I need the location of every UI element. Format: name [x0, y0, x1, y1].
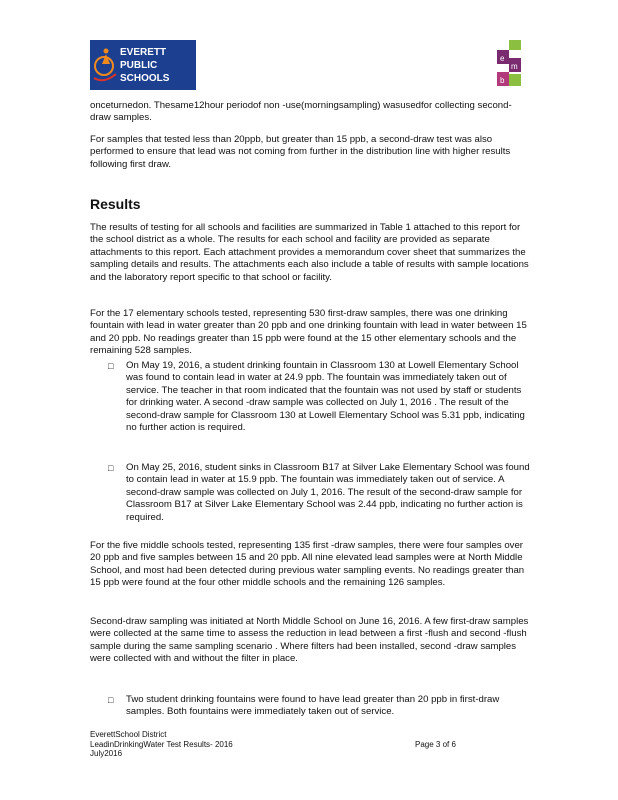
paragraph-text: Second-draw sampling was initiated at North Middle School on June 16, 2016. A few first-draw samples were collected at the same time to assess the reduction in lead between a first -flush and second -flush sample during the same sampling scenario . Where filters had been installed, second -draw samples were collected with and without the filter in place.	[90, 616, 529, 665]
paragraph-second-draw	[90, 134, 530, 171]
everett-public-schools-logo	[90, 40, 196, 90]
bullet-text: On May 19, 2016, a student drinking fountain in Classroom 130 at Lowell Elementary School was found to contain lead in water at 24.9 ppb. The fountain was immediately taken out of service. The teacher in that room indicated that the fountain was not used by staff or students for drinking water. A second -draw sample was collected on July 1, 2016 . The result of the second-draw sample for Classroom 130 at Lowell Elementary School was 5.31 ppb, indicating no further action is required.	[126, 360, 525, 434]
paragraph-middle-schools	[90, 540, 530, 590]
emb-logo	[495, 40, 525, 90]
footer-date: July2016	[90, 749, 123, 759]
paragraph-text: For samples that tested less than 20ppb, but greater than 15 ppb, a second-draw test was also performed to ensure that lead was not coming from further in the distribution line with higher results following first draw.	[90, 134, 511, 170]
section-heading-results: Results	[90, 196, 141, 212]
paragraph-results-summary	[90, 222, 530, 284]
logo-text-line1: EVERETT	[120, 47, 167, 58]
footer-district: EverettSchool District	[90, 730, 167, 739]
paragraph-text: For the five middle schools tested, representing 135 first -draw samples, there were four samples over 20 ppb and five samples between 15 and 20 ppb. All nine elevated lead samples were at North Middle School, and most had been detected during previous water sampling events. No readings greater than 15 ppb were found at the four other middle schools and the remaining 126 samples.	[90, 540, 525, 589]
logo-text-line2: PUBLIC	[120, 60, 158, 71]
paragraph-text: The results of testing for all schools and facilities are summarized in Table 1 attached to this report for the school district as a whole. The results for each school and facility are provided as separate attachments to this report. Each attachment provides a memorandum cover sheet that summarizes the sampling details and results. The attachments each also include a table of results with sample locations and the laboratory report specific to that school or facility.	[90, 222, 529, 283]
footer-title: LeadinDrinkingWater Test Results- 2016	[90, 739, 233, 749]
paragraph-text: onceturnedon. Thesame12hour periodof non -use(morningsampling) wasusedfor collecting second-draw samples.	[90, 100, 512, 124]
emb-letter-m: m	[511, 62, 518, 71]
bullet-marker: □	[108, 463, 114, 473]
paragraph-sampling-period	[90, 100, 530, 125]
page-footer	[90, 730, 530, 759]
logo-text-line3: SCHOOLS	[120, 73, 170, 84]
bullet-marker: □	[108, 361, 114, 371]
paragraph-text: For the 17 elementary schools tested, representing 530 first-draw samples, there was one drinking fountain with lead in water greater than 20 ppb and one drinking fountain with lead in water between 15 and 20 ppb. No readings greater than 15 ppb were found at the 15 other elementary schools and the remaining 528 samples.	[90, 308, 527, 357]
bullet-marker: □	[108, 695, 114, 705]
bullet-text: On May 25, 2016, student sinks in Classroom B17 at Silver Lake Elementary School was found to contain lead in water at 15.9 ppb. The fountain was immediately taken out of service. A second-draw sample was collected on July 1, 2016. The result of the second-draw sample for Classroom B17 at Silver Lake Elementary School was 2.44 ppb, indicating no further action is required.	[126, 462, 530, 523]
emb-letter-b: b	[500, 76, 505, 85]
emb-letter-e: e	[500, 54, 505, 63]
paragraph-elementary-schools	[90, 308, 530, 358]
footer-page-number: Page 3 of 6	[415, 739, 456, 749]
bullet-text: Two student drinking fountains were found to have lead greater than 20 ppb in first-draw samples. Both fountains were immediately taken out of service.	[126, 694, 500, 718]
paragraph-north-middle	[90, 616, 530, 666]
